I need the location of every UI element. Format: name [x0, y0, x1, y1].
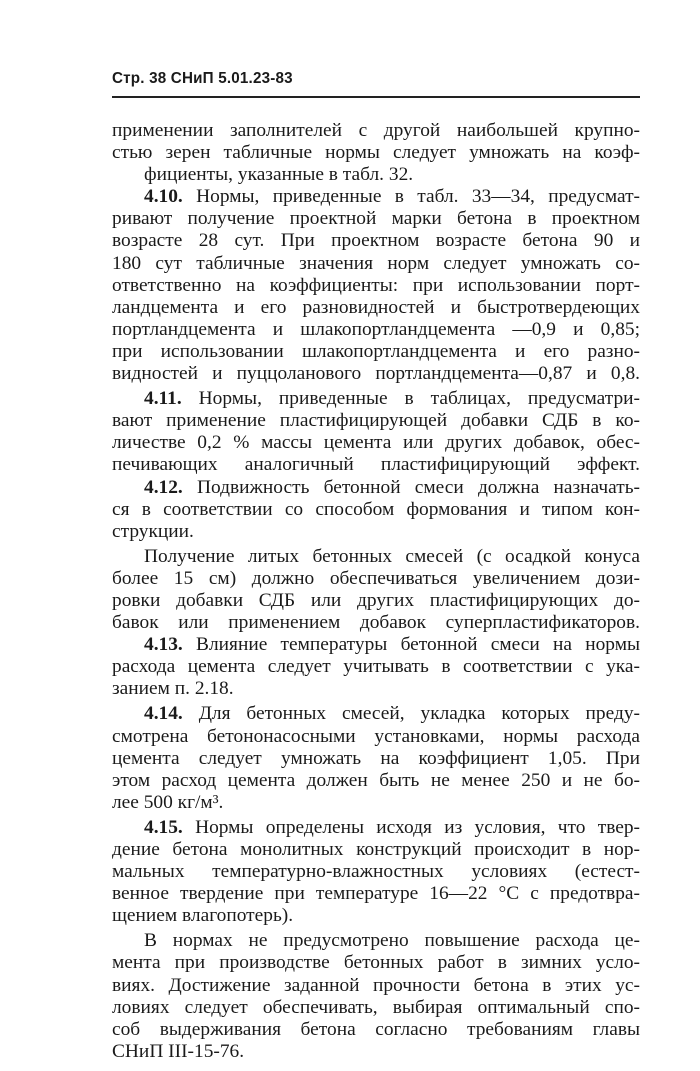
text-line: стью зерен табличные нормы следует умножать на коэф-: [112, 142, 640, 164]
text-line: цемента следует умножать на коэффициент 1,05. При: [112, 747, 640, 769]
paragraph-4-11: [112, 388, 640, 476]
text-line: дение бетона монолитных конструкций происходит в нор-: [112, 839, 640, 860]
text-line: ровки добавки СДБ или других пластифицирующих до-: [112, 589, 640, 611]
text-run: Нормы, приведенные в табл. 33—34, предусмат-: [182, 186, 640, 208]
header-rule: [112, 96, 640, 98]
text-line: Получение литых бетонных смесей (с осадкой конуса: [144, 545, 640, 567]
text-line: портландцемента и шлакопортландцемента —0,9 и 0,85;: [112, 318, 640, 340]
clause-number: 4.12.: [144, 476, 183, 498]
text-run: Нормы определены исходя из условия, что твер-: [182, 816, 640, 838]
text-line: личестве 0,2 % массы цемента или других добавок, обес-: [112, 432, 640, 454]
paragraph-winter-conditions: [112, 930, 640, 1063]
text-line: печивающих аналогичный пластифицирующий эффект.: [112, 454, 640, 476]
text-line: [112, 477, 640, 499]
text-line: ответственно на коэффициенты: при использовании порт-: [112, 274, 640, 296]
text-line: виях. Достижение заданной прочности бетона в этих ус-: [112, 974, 640, 996]
text-line: [112, 634, 640, 656]
text-line: [112, 703, 640, 725]
text-line: применении заполнителей с другой наибольшей крупно-: [112, 120, 640, 141]
clause-number: 4.14.: [144, 703, 183, 725]
clause-number: 4.15.: [144, 816, 183, 838]
text-line: [112, 817, 640, 839]
text-line: видностей и пуццоланового портландцемента—0,87 и 0,8.: [112, 363, 640, 385]
paragraph-4-10: [112, 186, 640, 385]
text-line: струкции.: [112, 520, 194, 542]
paragraph-4-15: [112, 817, 640, 927]
text-line: венное твердение при температуре 16—22 °С с предотвра-: [112, 883, 640, 905]
paragraph-cast-mixes: [112, 546, 640, 634]
paragraph-4-12: [112, 477, 640, 543]
clause-number: 4.10.: [144, 186, 183, 208]
text-line: ландцемента и его разновидностей и быстротвердеющих: [112, 296, 640, 318]
text-line: занием п. 2.18.: [112, 678, 234, 700]
text-line: щением влагопотерь).: [112, 905, 294, 927]
text-line: 180 сут табличные значения норм следует умножать со-: [112, 252, 640, 274]
text-line: лее 500 кг/м³.: [112, 791, 224, 813]
paragraph-4-14: [112, 703, 640, 813]
clause-number: 4.11.: [144, 388, 182, 410]
text-line: бавок или применением добавок суперпластификаторов.: [112, 612, 640, 634]
text-line: фициенты, указанные в табл. 32.: [144, 164, 414, 186]
text-run: Для бетонных смесей, укладка которых преду-: [182, 703, 640, 725]
text-line: мента при производстве бетонных работ в зимних усло-: [112, 952, 640, 974]
text-run: Влияние температуры бетонной смеси на нормы: [182, 634, 640, 656]
text-run: Подвижность бетонной смеси должна назначать-: [182, 476, 640, 498]
body-text: [112, 120, 640, 1063]
text-line: этом расход цемента должен быть не менее 250 и не бо-: [112, 769, 640, 791]
text-line: расхода цемента следует учитывать в соответствии с ука-: [112, 656, 640, 678]
text-line: [112, 388, 640, 410]
text-line: мальных температурно-влажностных условиях (естест-: [112, 861, 640, 883]
clause-number: 4.13.: [144, 634, 183, 656]
text-line: В нормах не предусмотрено повышение расхода це-: [144, 930, 640, 952]
text-line: соб выдерживания бетона согласно требованиям главы: [112, 1018, 640, 1040]
text-line: смотрена бетононасосными установками, нормы расхода: [112, 725, 640, 747]
text-line: ся в соответствии со способом формования и типом кон-: [112, 498, 640, 520]
text-run: Нормы, приведенные в таблицах, предусматри-: [181, 388, 640, 410]
text-line: вают применение пластифицирующей добавки СДБ в ко-: [112, 410, 640, 432]
running-header: Стр. 38 СНиП 5.01.23-83: [112, 70, 293, 87]
text-line: [112, 186, 640, 208]
paragraph-4-13: [112, 634, 640, 700]
text-line: ловиях следует обеспечивать, выбирая оптимальный спо-: [112, 996, 640, 1018]
text-line: ривают получение проектной марки бетона в проектном: [112, 208, 640, 230]
text-line: СНиП III-15-76.: [112, 1040, 245, 1062]
text-line: при использовании шлакопортландцемента и его разно-: [112, 340, 640, 362]
paragraph-continuation: [112, 120, 640, 186]
text-line: возрасте 28 сут. При проектном возрасте бетона 90 и: [112, 230, 640, 252]
text-line: более 15 см) должно обеспечиваться увеличением дози-: [112, 567, 640, 589]
